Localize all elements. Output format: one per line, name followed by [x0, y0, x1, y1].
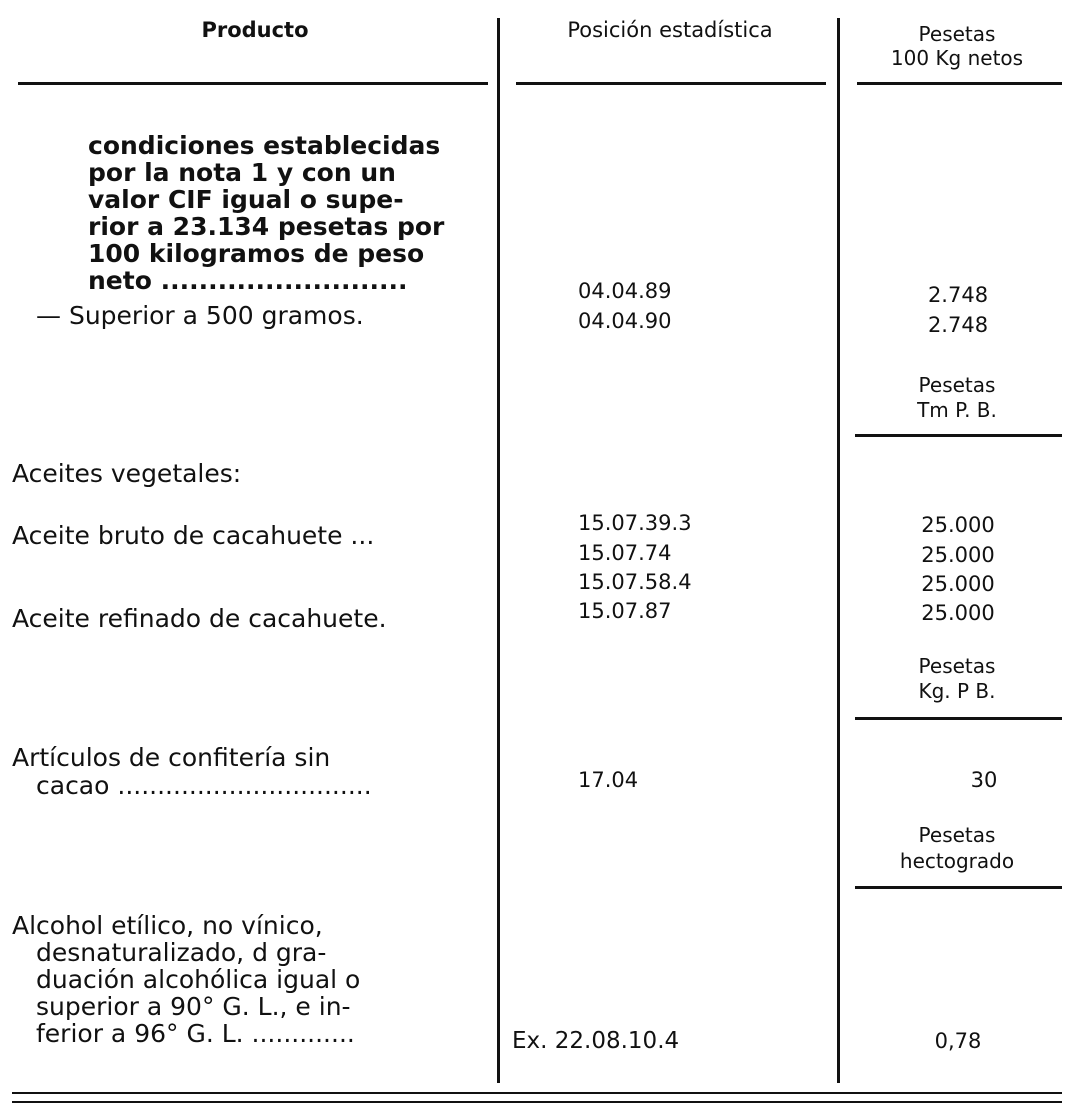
- price-value: 0,78: [934, 1029, 982, 1053]
- position-value: 04.04.89: [578, 279, 672, 303]
- product-line: Aceite bruto de cacahuete ...: [12, 521, 375, 550]
- position-value: 04.04.90: [578, 309, 672, 333]
- product-line: por la nota 1 y con un: [88, 158, 396, 187]
- price-value: 2.748: [927, 313, 989, 337]
- product-line: — Superior a 500 gramos.: [36, 301, 364, 330]
- unit-label-line2: hectogrado: [899, 849, 1015, 873]
- header-rule-3: [857, 82, 1062, 85]
- position-value: 17.04: [578, 768, 639, 792]
- price-value: 25.000: [921, 543, 995, 567]
- category-heading: Aceites vegetales:: [12, 459, 242, 488]
- price-value: 25.000: [921, 572, 995, 596]
- position-value: 15.07.39.3: [578, 511, 692, 535]
- header-pesetas-line2: 100 Kg netos: [890, 46, 1024, 70]
- header-pesetas-line1: Pesetas: [918, 22, 996, 46]
- product-line: superior a 90° G. L., e in-: [36, 992, 351, 1021]
- product-line: Alcohol etílico, no vínico,: [12, 911, 323, 940]
- header-posicion: Posición estadística: [567, 18, 773, 42]
- unit-rule: [855, 434, 1062, 437]
- position-value: 15.07.74: [578, 541, 672, 565]
- product-line: desnaturalizado, d gra-: [36, 938, 327, 967]
- product-line: neto ..........................: [88, 266, 408, 295]
- unit-rule: [855, 717, 1062, 720]
- unit-label-line1: Pesetas: [918, 373, 996, 397]
- price-value: 2.748: [927, 283, 989, 307]
- unit-rule: [855, 886, 1062, 889]
- price-value: 25.000: [921, 601, 995, 625]
- product-line: ferior a 96° G. L. .............: [36, 1019, 355, 1048]
- product-line: Artículos de confitería sin: [12, 743, 331, 772]
- unit-label-line2: Kg. P B.: [918, 679, 996, 703]
- product-line: Aceite refinado de cacahuete.: [12, 604, 387, 633]
- product-line: valor CIF igual o supe-: [88, 185, 404, 214]
- header-rule-1: [18, 82, 488, 85]
- header-producto: Producto: [201, 18, 309, 42]
- product-line: 100 kilogramos de peso: [88, 239, 425, 268]
- position-value: 15.07.87: [578, 599, 672, 623]
- unit-label-line2: Tm P. B.: [917, 398, 997, 422]
- position-value: Ex. 22.08.10.4: [512, 1028, 680, 1054]
- position-value: 15.07.58.4: [578, 570, 692, 594]
- bottom-rule-1: [12, 1092, 1062, 1094]
- product-line: duación alcohólica igual o: [36, 965, 361, 994]
- header-rule-2: [516, 82, 826, 85]
- product-line: rior a 23.134 pesetas por: [88, 212, 445, 241]
- bottom-rule-2: [12, 1101, 1062, 1103]
- unit-label-line1: Pesetas: [918, 823, 996, 847]
- unit-label-line1: Pesetas: [918, 654, 996, 678]
- price-value: 25.000: [921, 513, 995, 537]
- price-value: 30: [970, 768, 998, 792]
- column-divider-1: [497, 18, 500, 1083]
- product-line: cacao ................................: [36, 771, 372, 800]
- product-line: condiciones establecidas: [88, 131, 441, 160]
- column-divider-2: [837, 18, 840, 1083]
